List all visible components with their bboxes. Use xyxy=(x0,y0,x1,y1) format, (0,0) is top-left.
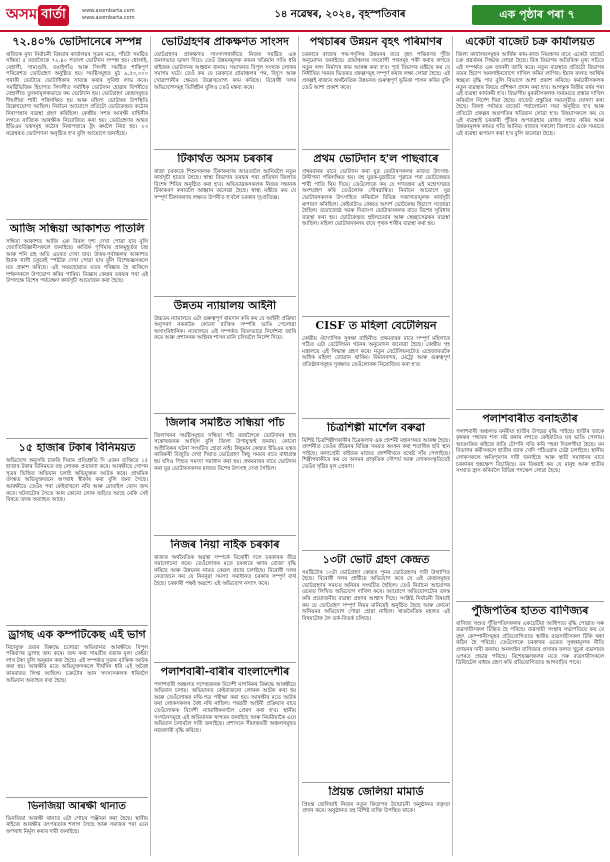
story-body: বিশিষ্ট চিত্ৰশিল্পীগৰাকীৰ চিত্ৰকলাৰ এক প্ৰদৰ্শনী মহানগৰত আৰম্ভ হৈছে। প্ৰদৰ্শনীত তেওঁৰ জীৱনৰ বিভিন্ন সময়ত অংকন কৰা শতাধিক ছবি স্থান পাইছে। কলাপ্ৰেমী ৰাইজৰ মাজত প্ৰদৰ্শনীখনে যথেষ্ট সাঁৰ পেলাইছে। শিল্পীগৰাকীয়ে কয় যে অসমৰ প্ৰাকৃতিক সৌন্দৰ্য আৰু লোকসংস্কৃতিয়েই তেওঁৰ সৃষ্টিৰ মূল প্ৰেৰণা। xyxy=(302,437,450,471)
story-body: ৰাজ্যৰ অৰ্থনৈতিক অৱস্থা সম্পৰ্কে বিৰোধী দলে চৰকাৰক তীব্ৰ সমালোচনা কৰে। তেওঁলোকৰ মতে চৰকাৰে ঋণৰ বোজা বৃদ্ধি কৰিছে আৰু উন্নয়নৰ নামত কেৱল প্ৰচাৰ চলাইছে। বিৰোধী দলৰ নেতাজনে কয় যে নিবনুৱা সমস্যা সমাধানত চৰকাৰ সম্পূৰ্ণ ব্যৰ্থ হৈছে। চৰকাৰী পক্ষই অৱশ্যে এই অভিযোগ নস্যাৎ কৰে। xyxy=(154,554,296,588)
column-divider xyxy=(150,36,151,856)
story-headline: পলাশবাৰী-বাৰীৰ বাংলাদেশীৰ xyxy=(160,666,290,678)
story-divider xyxy=(154,413,296,414)
story xyxy=(154,417,296,532)
page-label: এক পৃষ্ঠাৰ পৰা ৭ xyxy=(472,5,602,25)
dateline: ১৪ নৱেম্বৰ, ২০২৪, বৃহস্পতিবাৰ xyxy=(274,9,406,20)
story xyxy=(302,320,450,415)
story-body: নিচাযুক্ত দ্ৰব্যৰ বিৰুদ্ধে চলোৱা অভিযানত আৰক্ষীয়ে বিপুল পৰিমাণৰ ড্ৰাগছ জব্দ কৰে। জব্দ কৰা সামগ্ৰীৰ বজাৰ মূল্য কেইবা লাখ টকা বুলি অনুমান কৰা হৈছে। এই সম্পৰ্কত দুজন ব্যক্তিক আটক কৰা হয়। আৰক্ষীৰ মতে অভিযুক্তসকলে দীৰ্ঘদিন ধৰি এই অবৈধ কাৰবাৰত লিপ্ত আছিল। চক্ৰটোৰ আন সদস্যসকলক ধৰিবলৈ অভিযান অব্যাহত ৰখা হৈছে। xyxy=(6,644,148,684)
site-line-1: www.asombarta.com xyxy=(82,8,135,14)
column-3 xyxy=(302,36,450,856)
story xyxy=(6,801,148,856)
story-divider xyxy=(302,149,450,150)
story-headline: ১৩টা ভোট গ্ৰহণ কেন্দ্ৰত xyxy=(322,554,430,566)
column-1 xyxy=(6,36,148,856)
story-headline: পথচাৰৰ উন্নয়ন বৃহৎ পৰিমাণৰ xyxy=(309,36,443,48)
story xyxy=(6,223,148,435)
column-divider xyxy=(452,36,453,856)
story-body: ৰাজ্য চৰকাৰে শিশুসকলক টিকাকৰণৰ আওতালৈ আনিবলৈ নতুন কাৰ্যসূচী হাতত লৈছে। স্বাস্থ্য বিভাগৰ তৰফৰ পৰা প্ৰতিখন জিলাত বিশেষ শিবিৰ অনুষ্ঠিত কৰা হ'ব। অভিভাৱকসকলক নিজৰ সন্তানক টিকাকৰণ কৰাবলৈ আহ্বান জনোৱা হৈছে। স্বাস্থ্য মন্ত্ৰীয়ে কয় যে সম্পূৰ্ণ টিকাকৰণৰ লক্ষ্যত উপনীত হ'বলৈ চৰকাৰ দৃঢ়প্ৰতিজ্ঞ। xyxy=(154,168,296,202)
logo-text: অসম xyxy=(6,4,38,23)
story xyxy=(302,422,450,547)
story-headline: ১৫ হাজাৰ টকাৰ বিনিময়ত xyxy=(18,442,136,454)
story-divider xyxy=(302,418,450,419)
story xyxy=(6,36,148,216)
story-body: কেন্দ্ৰীয় ঔদ্যোগিক সুৰক্ষা বাহিনীত প্ৰথমবাৰৰ বাবে সম্পূৰ্ণ মহিলাৰে গঠিত এটা বেটেলিয়ন গঠনৰ অনুমোদন জনোৱা হৈছে। কেন্দ্ৰীয় গৃহ মন্ত্ৰালয়ে এই সিদ্ধান্ত গ্ৰহণ কৰে। নতুন বেটেলিয়নটোত এহেজাৰতকৈ অধিক মহিলা জোৱান থাকিব। বিমানবন্দৰ, মেট্ৰো আৰু গুৰুত্বপূৰ্ণ প্ৰতিষ্ঠানসমূহৰ সুৰক্ষাত তেওঁলোকক নিয়োজিত কৰা হ'ব। xyxy=(302,335,450,369)
site-line-2: www.asombarta.com xyxy=(82,15,135,21)
story xyxy=(302,36,450,146)
story-divider xyxy=(154,296,296,297)
story xyxy=(154,36,296,146)
story-divider xyxy=(154,662,296,663)
story-headline: পলাশবাৰীত বনাহতীৰ xyxy=(482,413,578,425)
story-body: চৰকাৰে ৰাজ্যৰ পথ-পদূলিৰ উন্নয়নৰ বাবে বৃহৎ পৰিমাণৰ পুঁজি অনুমোদন জনাইছে। গ্ৰামাঞ্চলৰ সংযোগী পথসমূহ পকী কৰাৰ লগতে নতুন দলং নিৰ্মাণৰ কাম আৰম্ভ কৰা হ'ব। পূৰ্ত বিভাগৰ মন্ত্ৰীয়ে কয় যে নিৰ্ধাৰিত সময়ৰ ভিতৰত প্ৰকল্পসমূহ সম্পূৰ্ণ কৰাৰ লক্ষ্য লোৱা হৈছে। এই প্ৰকল্পই ৰাজ্যৰ অৰ্থনৈতিক উন্নয়নত গুৰুত্বপূৰ্ণ ভূমিকা পালন কৰিব বুলি তেওঁ আশা প্ৰকাশ কৰে। xyxy=(302,51,450,91)
story-body: পলাশবাৰী অঞ্চলত সন্দেহজনক বিদেশী নাগৰিকৰ বিৰুদ্ধে আৰক্ষীয়ে অভিযান চলায়। অভিযানত কেইবাজনো লোকক আটক কৰা হয় আৰু তেওঁলোকৰ নথি-পত্ৰ পৰীক্ষা কৰা হয়। আৰক্ষীৰ মতে আটক কৰা লোকসকলৰ বৈধ নথি নাছিল। পৰৱৰ্তী আইনী প্ৰক্ৰিয়াৰ বাবে তেওঁলোকক বিদেশী ন্যায়াধিকৰণলৈ প্ৰেৰণ কৰা হ'ব। স্থানীয় সংগঠনসমূহে এই অভিযানক স্বাগতম জনাইছে আৰু নিয়মীয়াকৈ এনে অভিযান চলাবলৈ দাবী জনাইছে। প্ৰশাসনে সীমান্তবৰ্তী অঞ্চলসমূহত নজৰদাৰী বৃদ্ধি কৰিছে। xyxy=(154,681,296,734)
story-divider xyxy=(302,550,450,551)
story-divider xyxy=(6,797,148,798)
story xyxy=(456,413,604,598)
story-body: পলাশবাৰী অঞ্চলত বনৰীয়া হাতীৰ উপদ্ৰৱ বৃদ্ধি পাইছে। হাতীৰ জাকে কৃষকৰ পথাৰৰ শস্য নষ্ট কৰাৰ লগতে কেইবাটাও ঘৰ ভাঙি পেলায়। আতংকিত ৰাইজে ৰাতি টোপনি খতি কৰি পহৰা দিবলগীয়া হৈছে। বন বিভাগৰ কৰ্মীসকলে হাতীৰ জাক খেদি পঠিওৱাৰ চেষ্টা চলাইছে। স্থানীয় লোকসকলে ক্ষতিপূৰণৰ দাবী জনাইছে আৰু স্থায়ী সমাধানৰ বাবে চৰকাৰৰ হস্তক্ষেপ বিচাৰিছে। বন বিষয়াই কয় যে মানুহ আৰু হাতীৰ সংঘাত হ্ৰাস কৰিবলৈ বিভিন্ন পদক্ষেপ লোৱা হৈছে। xyxy=(456,428,604,475)
story-body: ৰাজ্যিক মুখ্য নিৰ্বাচনী বিষয়াৰ কাৰ্যালয়ৰ সূত্ৰৰ মতে, পাঁচটা সমষ্টিত সন্ধিয়া ৫ বজালৈকে ৭২.৪০ শতাংশ ভোটদান সম্পন্ন হয়। ধোলাই, বেহালী, সামাগুৰি, বঙাইগাঁও আৰু সিদলী সমষ্টিত শান্তিপূৰ্ণ পৰিৱেশত ভোটগ্ৰহণ অনুষ্ঠিত হয়। সমষ্টিসমূহত মুঠ ৯,৫৩,০০০ গৰাকী ভোটাৰে ভোটাধিকাৰ সাব্যস্ত কৰাৰ সুবিধা লাভ কৰে। সমষ্টিভিত্তিক হিচাপত সিদলীত সৰ্বাধিক ভোটদান হোৱাৰ বিপৰীতে বেহালীত তুলনামূলকভাৱে কম ভোটদান হয়। ভোটগ্ৰহণ কেন্দ্ৰসমূহত দীঘলীয়া শাৰী পৰিলক্ষিত হয় আৰু মহিলা ভোটাৰৰ উপস্থিতি উল্লেখযোগ্য আছিল। নিৰ্বাচন আয়োগে প্ৰতিটো ভোটকেন্দ্ৰত কঠোৰ নিৰাপত্তাৰ ব্যৱস্থা গ্ৰহণ কৰিছিল। কেন্দ্ৰীয় সশস্ত্ৰ আৰক্ষী বাহিনীৰ লগতে ৰাজ্যিক আৰক্ষীক নিয়োজিত কৰা হয়। ভোটগ্ৰহণৰ অন্তত ইভিএম যন্ত্ৰসমূহ কঠোৰ নিৰাপত্তাৰে ষ্ট্ৰং ৰুমলৈ নিয়া হয়। ২৩ নৱেম্বৰত ভোটগণনা অনুষ্ঠিত হ'ব বুলি আয়োগে জনাইছে। xyxy=(6,51,148,137)
story xyxy=(6,442,148,622)
story xyxy=(302,786,450,856)
story-headline: CISF ত মহিলা বেটেলিয়ন xyxy=(315,320,437,332)
story-headline: উন্নতম ন্যায়ালয় আইনী xyxy=(173,300,277,312)
story-divider xyxy=(154,535,296,536)
story-body: অভিযোগ অনুসৰি চাকৰি দিয়াৰ প্ৰতিশ্ৰুতি দি এজন ব্যক্তিয়ে ১৫ হাজাৰ টকাৰ বিনিময়ত বহু লোকক প্ৰতাৰণা কৰে। আৰক্ষীয়ে গোপন সূত্ৰৰ ভিত্তিত অভিযান চলাই অভিযুক্তক আটক কৰে। প্ৰাথমিক তদন্তত অভিযুক্তজনে অপৰাধ স্বীকাৰ কৰা বুলি জনা গৈছে। আৰক্ষীয়ে তেওঁৰ পৰা কেইবাখনো নথি আৰু মোবাইল ফোন জব্দ কৰে। ঘটনাটোৰ সৈতে আন কোনো লোক জড়িত আছে নেকি সেই বিষয়ে তদন্ত অব্যাহত আছে। xyxy=(6,457,148,504)
masthead-rule xyxy=(0,30,610,32)
newspaper-logo xyxy=(6,4,69,26)
masthead xyxy=(0,0,610,30)
story-body: জিলাখনৰ সমষ্টিসমূহত সন্ধিয়া পাঁচ বজালৈকে ভোটদানৰ হাৰ সন্তোষজনক আছিল বুলি জিলা উপায়ুক্তই জনায়। কোনো অপ্ৰীতিকৰ ঘটনা সংঘটিত হোৱা নাই। কিছুমান কেন্দ্ৰত ইভিএম যন্ত্ৰত কাৰিকৰী বিজুতি দেখা দিয়াত ভোটগ্ৰহণ কিছু সময়ৰ বাবে বাধাগ্ৰস্ত হয় যদিও পিছত সমস্যা সমাধান কৰা হয়। প্ৰথমবাৰৰ বাবে ভোটদান কৰা যুৱ ভোটাৰসকলৰ মাজত বিশেষ উৎসাহ দেখা গৈছিল। xyxy=(154,432,296,472)
story xyxy=(302,153,450,313)
story xyxy=(154,300,296,410)
story-divider xyxy=(456,601,604,602)
story xyxy=(154,539,296,659)
story-divider xyxy=(6,219,148,220)
story-headline: নিজৰ নিয়া নাইক চৰকাৰ xyxy=(170,539,280,551)
site-lines xyxy=(82,8,135,22)
story-body: উচ্চতম ন্যায়ালয়ে এটা গুৰুত্বপূৰ্ণ ৰায়দান কৰি কয় যে আইনী প্ৰক্ৰিয়া অনুসৰণ নকৰাকৈ কোনো ব্যক্তিৰ সম্পত্তি ভাঙি পেলোৱা অসাংবিধানিক। ন্যায়ালয়ে এই সম্পৰ্কত বিতংভাৱে নিৰ্দেশনা জাৰি কৰে আৰু প্ৰশাসনক আইনৰ শাসন মানি চলিবলৈ নিৰ্দেশ দিয়ে। xyxy=(154,315,296,342)
story-headline: জিলাৰ সমষ্টিত সন্ধিয়া পাঁচ xyxy=(165,417,285,429)
story-headline: ড্ৰাগছ এক কম্পটিকেছ এই ভাগ xyxy=(8,629,146,641)
story-divider xyxy=(302,782,450,783)
story-headline: চিত্ৰশিল্পী মাৰ্শেল বৰুৱা xyxy=(327,422,425,434)
story-divider xyxy=(154,149,296,150)
story-body: প্ৰথমবাৰৰ বাবে ভোটদান কৰা যুৱ ভোটাৰসকলৰ মাজত উৎসাহ-উদ্দীপনা পৰিলক্ষিত হয়। বহু যুৱক-যুৱতীয়ে পুৱাৰে পৰা ভোটকেন্দ্ৰত শাৰী পাতি থিয় দিয়ে। তেওঁলোকে কয় যে গণতন্ত্ৰৰ এই মহোৎসৱত অংশগ্ৰহণ কৰি তেওঁলোক গৌৰৱান্বিত। নিৰ্বাচন আয়োগে যুৱ ভোটাৰসকলক উৎসাহিত কৰিবলৈ বিভিন্ন সজাগতামূলক কাৰ্যসূচী ৰূপায়ণ কৰিছিল। কেইবাটাও কেন্দ্ৰত আদৰ্শ ভোটকেন্দ্ৰ হিচাপে সজোৱা হৈছিল। বয়োজ্যেষ্ঠ আৰু দিব্যাংগ ভোটাৰসকলৰ বাবে বিশেষ সুবিধাৰ ব্যৱস্থা কৰা হয়। ভোটকেন্দ্ৰত হুইলচেয়াৰ আৰু স্বেচ্ছাসেৱকৰ ব্যৱস্থা আছিল। মহিলা ভোটাৰসকলৰ বাবে পৃথক শাৰীৰ ব্যৱস্থা কৰা হয়। xyxy=(302,168,450,228)
story-divider xyxy=(6,438,148,439)
story-headline: ভোটগ্ৰহণৰ প্ৰাকক্ষণত সাংসদ xyxy=(161,36,289,48)
story-headline: একেটা বাজেট চক্ৰ কাৰ্যালয়ত xyxy=(465,36,595,48)
story xyxy=(154,666,296,856)
story-headline: ভিনজিয়া আৰক্ষী থানাত xyxy=(28,801,126,812)
story-body: জিলা কাৰ্যালয়সমূহৰ আৰ্থিক কাম-কাজ নিয়ন্ত্ৰণৰ বাবে একেটা বাজেট চক্ৰ প্ৰৱৰ্তনৰ সিদ্ধান্ত লোৱা হৈছে। বিত্ত বিভাগৰ অতিৰিক্ত মুখ্য সচিবে এই সম্পৰ্কত এক জাননী জাৰি কৰে। নতুন ব্যৱস্থাত প্ৰতিটো বিভাগৰ ব্যয়ৰ হিচাপ অনলাইনযোগে দাখিল কৰিব লাগিব। ইয়াৰ ফলত আৰ্থিক স্বচ্ছতা বৃদ্ধি পাব বুলি বিভাগে আশা প্ৰকাশ কৰিছে। কৰ্মচাৰীসকলক নতুন ব্যৱস্থাৰ বিষয়ে প্ৰশিক্ষণ প্ৰদান কৰা হ'ব। আগন্তুক বিত্তীয় বৰ্ষৰ পৰা এই ব্যৱস্থা কাৰ্যকৰী হ'ব। বিভাগীয় মুৰব্বীসকলক সময়মতে প্ৰস্তাৱ দাখিল কৰিবলৈ নিৰ্দেশ দিয়া হৈছে। বাজেট প্ৰস্তুতিৰ সময়সূচীও ঘোষণা কৰা হৈছে। জিলা পৰ্যায়ত বাজেট পৰ্যালোচনা সভা অনুষ্ঠিত হ'ব আৰু প্ৰতিটো প্ৰকল্পৰ অগ্ৰগতিৰ খতিয়ান লোৱা হ'ব। বিষয়াসকলে কয় যে এই ব্যৱস্থাই চৰকাৰী পুঁজিৰ অপব্যৱহাৰ ৰোধত সহায় কৰিব আৰু উন্নয়নমূলক কামত গতি আনিব। ৰাজ্যৰ সকলো জিলাতে একে সময়তে এই ব্যৱস্থা ৰূপায়ণ কৰা হ'ব বুলি জনোৱা হৈছে। xyxy=(456,51,604,137)
column-2 xyxy=(154,36,296,856)
story-body: ভোটগ্ৰহণৰ প্ৰাকক্ষণত সাংসদগৰাকীয়ে নিজৰ সমষ্টিত এক জনসভাত ভাষণ দিয়ে। তেওঁ উন্নয়নমূলক কামৰ খতিয়ান দাঙি ধৰি ৰাইজক ভোটদানৰ আহ্বান জনায়। সভাখনত বিপুল সংখ্যক লোকৰ সমাগম ঘটে। তেওঁ কয় যে চৰকাৰে গ্ৰামাঞ্চলৰ পথ, বিদ্যুৎ আৰু খোৱাপানীৰ ক্ষেত্ৰত উল্লেখযোগ্য কাম কৰিছে। বিৰোধী দলৰ অভিযোগসমূহ ভিত্তিহীন বুলিও তেওঁ মন্তব্য কৰে। xyxy=(154,51,296,91)
story-headline: পুঁজিপতিৰ হাতত বাণিজ্যৰ xyxy=(471,605,589,617)
logo-mark: বাৰ্তা xyxy=(38,5,69,26)
column-divider xyxy=(298,36,299,856)
story xyxy=(456,605,604,856)
story-body: সন্ধিয়া আকাশত আজি এক বিৰল দৃশ্য দেখা পোৱা যাব বুলি জ্যোতিৰ্বিজ্ঞানীসকলে জনাইছে। কাৰ্তিক পূৰ্ণিমাৰ প্ৰাকমুহূৰ্তত চন্দ্ৰ আৰু শনি গ্ৰহ অতি ওচৰত দেখা যাব। উত্তৰ-পূৰ্বাঞ্চলৰ আকাশত ইয়াক খালী চকুৰেই স্পষ্টকৈ দেখা পোৱা যাব বুলি বিশেষজ্ঞসকলে মত প্ৰকাশ কৰিছে। এই সময়ছোৱাত বতৰ পৰিষ্কাৰ হৈ থাকিলে দৰ্শকসকলে উপভোগ কৰিব পাৰিব। বিজ্ঞান কেন্দ্ৰৰ তৰফৰ পৰা এই উপলক্ষে বিশেষ পৰ্যবেক্ষণ কাৰ্যসূচী আয়োজন কৰা হৈছে। xyxy=(6,238,148,285)
story xyxy=(154,153,296,293)
story xyxy=(456,36,604,406)
story-divider xyxy=(6,625,148,626)
story-body: বাণিজ্য খণ্ডত পুঁজিপতিসকলৰ একচেটিয়া আধিপত্য বৃদ্ধি পোৱাত সৰু ব্যৱসায়ীসকল চিন্তিত হৈ পৰিছে। ব্যৱসায়ী সংস্থাৰ সভাপতিয়ে কয় যে বৃহৎ কোম্পানীসমূহৰ প্ৰতিযোগিতাত স্থানীয় ব্যৱসায়ীসকল টিকি থকা কঠিন হৈ পৰিছে। তেওঁলোকে চৰকাৰৰ ওচৰত সুৰক্ষামূলক নীতি প্ৰণয়নৰ দাবী জনায়। অনলাইন বাণিজ্যৰ প্ৰসাৰৰ ফলত খুচুৰা ব্যৱসায়ৰ ওপৰত প্ৰভাৱ পৰিছে। বিশেষজ্ঞসকলৰ মতে সৰু ব্যৱসায়ীসকলে ডিজিটেল মাধ্যম গ্ৰহণ কৰি প্ৰতিযোগিতাত আগবাঢ়িব পাৰে। xyxy=(456,620,604,667)
story-divider xyxy=(302,316,450,317)
story-divider xyxy=(456,409,604,410)
column-4 xyxy=(456,36,604,856)
story-body: প্ৰিয়ন্ত জেলিয়াই নিজৰ নতুন কিতাপৰ উন্মোচনী অনুষ্ঠানত বক্তৃতা প্ৰদান কৰে। অনুষ্ঠানত বহু বিশিষ্ট ব্যক্তি উপস্থিত থাকে। xyxy=(302,801,450,815)
story-headline: ৭২.৪০% ভোটদানেৰে সম্পন্ন xyxy=(12,36,142,48)
story-headline: প্ৰথম ভোটদান হ'ল পাছবাৰে xyxy=(313,153,439,165)
story-headline: প্ৰিয়ন্ত জেলিয়া মামাৰ্ড xyxy=(328,786,424,798)
story-headline: টিকাৰ্থত অসম চৰকাৰ xyxy=(177,153,273,165)
story-body: সমষ্টিটোৰ ১৩টা ভোটগ্ৰহণ কেন্দ্ৰত পুনৰ ভোটগ্ৰহণৰ দাবী উত্থাপিত হৈছে। বিৰোধী দলৰ প্ৰাৰ্থীয়ে অভিযোগ কৰে যে এই কেন্দ্ৰসমূহত ভোটগ্ৰহণৰ সময়ত অনিয়ম সংঘটিত হৈছিল। তেওঁ নিৰ্বাচন আয়োগৰ ওচৰত লিখিত অভিযোগ দাখিল কৰে। আয়োগে অভিযোগটোৰ তদন্ত কৰি প্ৰয়োজনীয় ব্যৱস্থা গ্ৰহণৰ আশ্বাস দিছে। সংশ্লিষ্ট নিৰ্বাচনী বিষয়াই কয় যে ভোটগ্ৰহণ সম্পূৰ্ণ নিয়ম মানিয়েই অনুষ্ঠিত হৈছে আৰু কোনো অনিয়মৰ অভিযোগ পোৱা হোৱা নাছিল। ৰাজনৈতিক মহলত এই বিষয়টোক লৈ তৰ্ক-বিতৰ্ক চলিছে। xyxy=(302,569,450,622)
story xyxy=(6,629,148,794)
story-body: ভিনজিয়া আৰক্ষী থানাত এটা গোচৰ পঞ্জীয়ন কৰা হৈছে। স্থানীয় ৰাইজে আৰক্ষীৰ তৎপৰতাক শলাগ লৈছে আৰু সমাজৰ পৰা এনে অপৰাধ নিৰ্মূল কৰাৰ দাবী জনাইছে। xyxy=(6,815,148,835)
story xyxy=(302,554,450,779)
story-headline: আজি সন্ধিয়া আকাশত পাতলি xyxy=(9,223,145,235)
